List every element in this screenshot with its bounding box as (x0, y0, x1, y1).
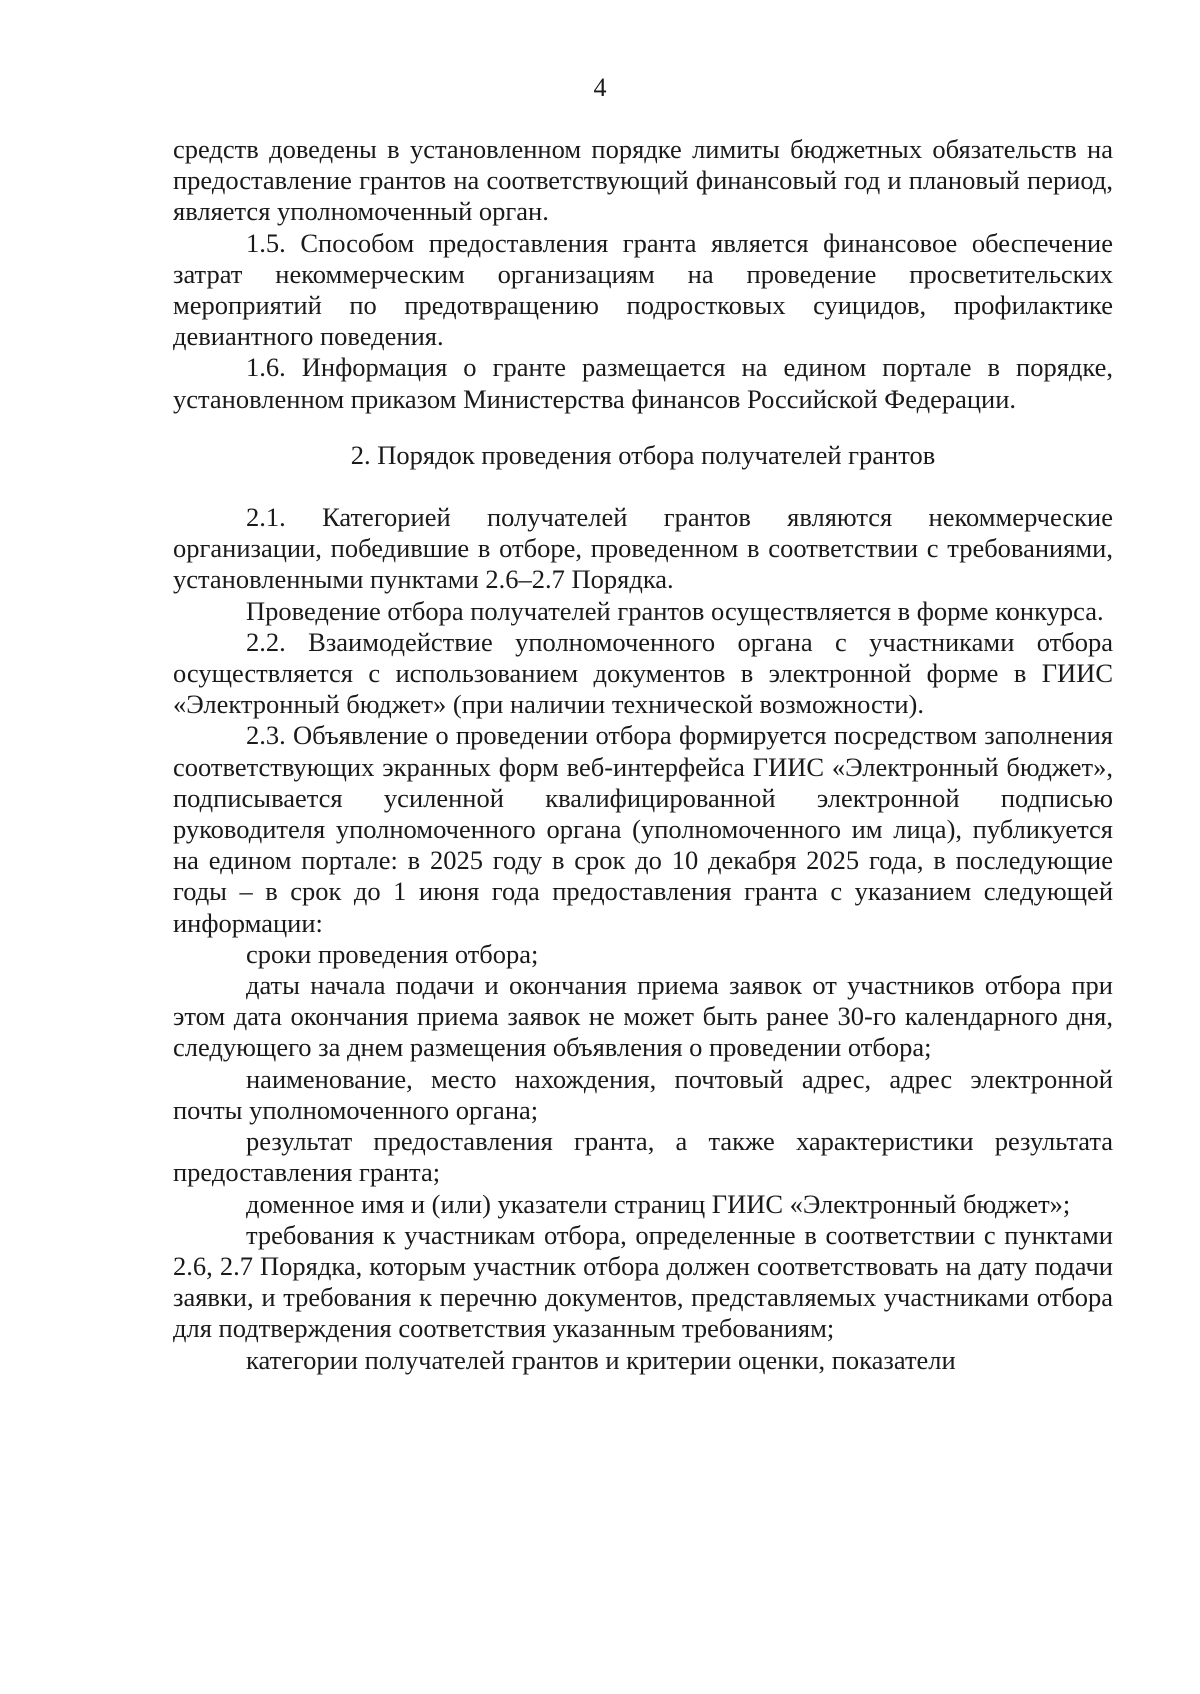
list-item: требования к участникам отбора, определенные в соответствии с пунктами 2.6, 2.7 Порядка, которым участник отбора должен соответствовать на дату подачи заявки, и требования к перечню документов, представляемых участниками отбора для подтверждения соответствия указанным требованиям; (173, 1219, 1113, 1344)
paragraph: 2.1. Категорией получателей грантов являются некоммерческие организации, победившие в отборе, проведенном в соответствии с требованиями, установленными пунктами 2.6–2.7 Порядка. (173, 502, 1113, 595)
document-body (173, 134, 1113, 1376)
section-2-body (173, 502, 1113, 1376)
list-item: даты начала подачи и окончания приема заявок от участников отбора при этом дата окончания приема заявок не может быть ранее 30-го календарного дня, следующего за днем размещения объявления о проведении отбора; (173, 970, 1113, 1063)
list-item: наименование, место нахождения, почтовый адрес, адрес электронной почты уполномоченного органа; (173, 1063, 1113, 1125)
section-heading: 2. Порядок проведения отбора получателей грантов (350, 439, 936, 470)
page-number: 4 (593, 73, 607, 102)
section-1-continuation (173, 134, 1113, 415)
paragraph: 2.3. Объявление о проведении отбора формируется посредством заполнения соответствующих экранных форм веб-интерфейса ГИИС «Электронный бюджет», подписывается усиленной квалифицированной электронной подписью руководителя уполномоченного органа (уполномоченного им лица), публикуется на едином портале: в 2025 году в срок до 10 декабря 2025 года, в последующие годы – в срок до 1 июня года предоставления гранта с указанием следующей информации: (173, 720, 1113, 938)
paragraph: 1.5. Способом предоставления гранта является финансовое обеспечение затрат некоммерческим организациям на проведение просветительских мероприятий по предотвращению подростковых суицидов, профилактике девиантного поведения. (173, 227, 1113, 352)
list-item: результат предоставления гранта, а также характеристики результата предоставления гранта; (173, 1126, 1113, 1188)
list-item: категории получателей грантов и критерии оценки, показатели (246, 1344, 956, 1375)
paragraph: 1.6. Информация о гранте размещается на едином портале в порядке, установленном приказом Министерства финансов Российской Федерации. (173, 352, 1113, 414)
paragraph: Проведение отбора получателей грантов осуществляется в форме конкурса. (246, 595, 1104, 626)
paragraph: 2.2. Взаимодействие уполномоченного органа с участниками отбора осуществляется с использованием документов в электронной форме в ГИИС «Электронный бюджет» (при наличии технической возможности). (173, 626, 1113, 720)
list-item: доменное имя и (или) указатели страниц ГИИС «Электронный бюджет»; (246, 1188, 1071, 1219)
paragraph: средств доведены в установленном порядке лимиты бюджетных обязательств на предоставление грантов на соответствующий финансовый год и плановый период, является уполномоченный орган. (173, 134, 1113, 227)
list-item: сроки проведения отбора; (246, 938, 539, 969)
